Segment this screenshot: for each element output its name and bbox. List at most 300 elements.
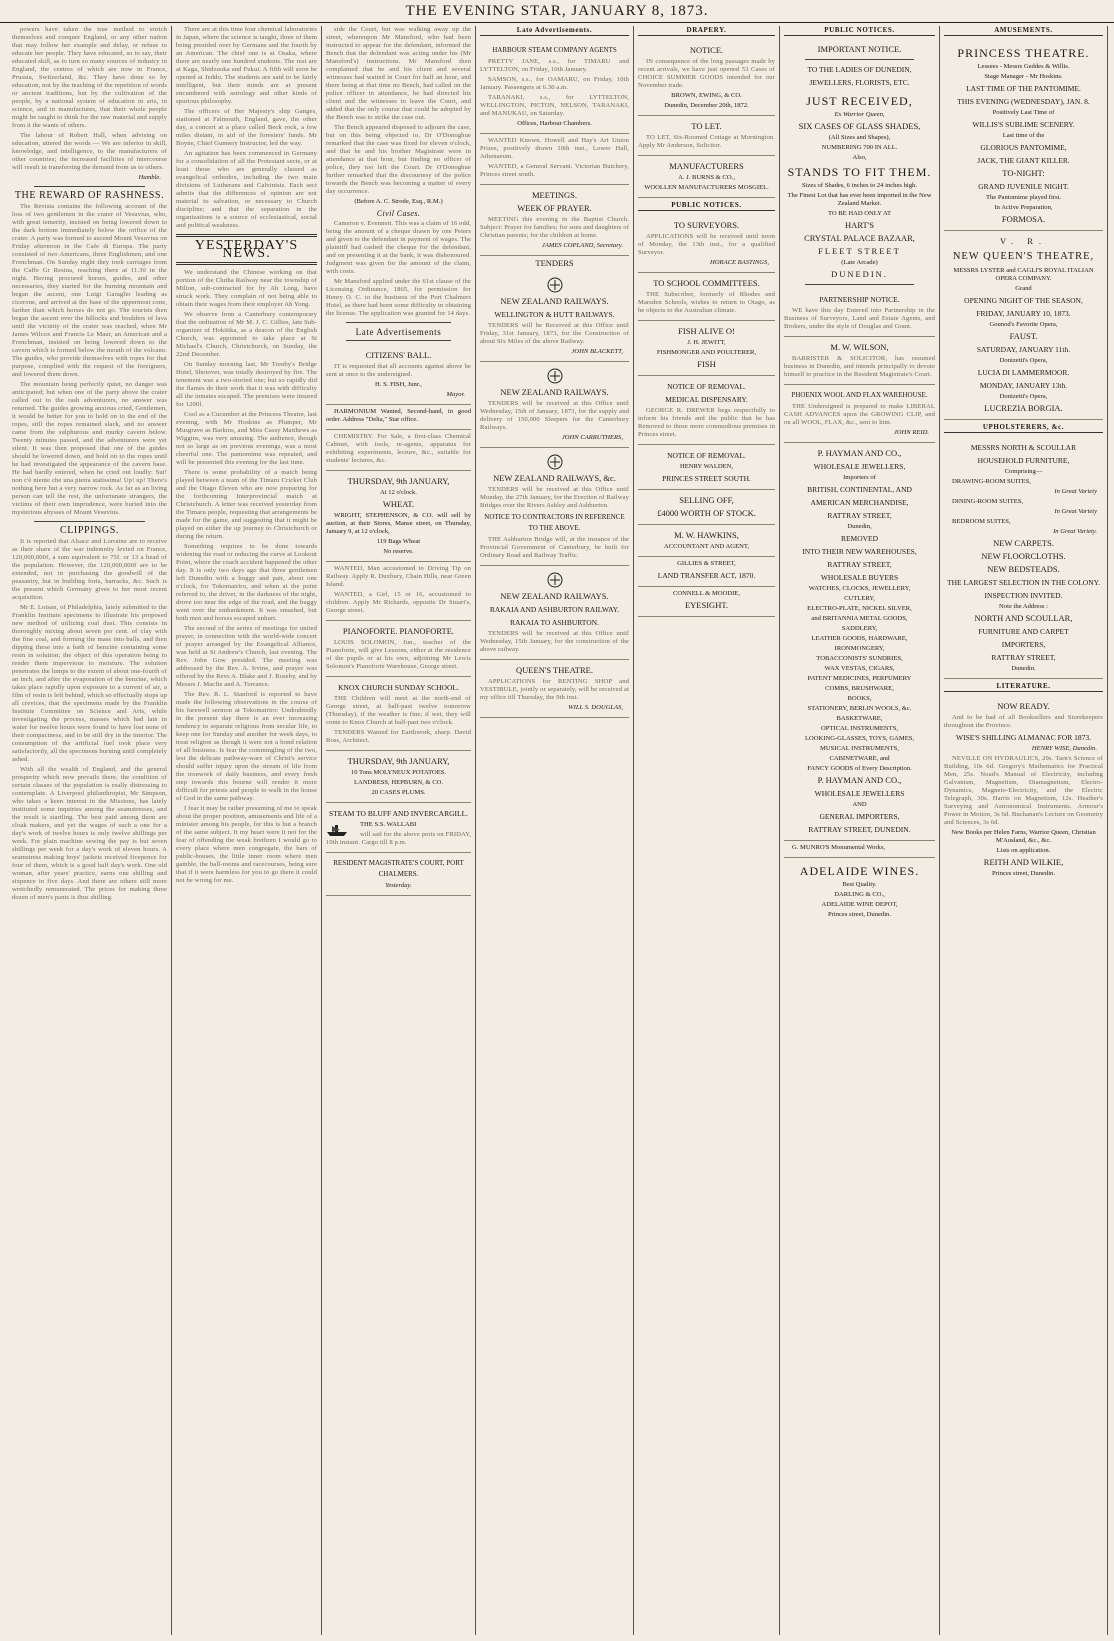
ad-signature: JOHN CARRUTHERS, — [561, 434, 623, 441]
ad-text: TENDERS will be received at this Office until Wednesday, 15th January, for the construction of the above railway. — [480, 630, 629, 653]
ad-text: WHOLESALE JEWELLERS — [814, 789, 905, 798]
ad-text: In Great Variety. — [1053, 528, 1097, 535]
ad-title: GILLIES & STREET, — [677, 560, 736, 567]
ad-text: WANTED, a Girl, 15 or 16, accustomed to children. Apply Mr Richards, opposite Dr Stuart's, George street. — [326, 591, 471, 614]
ad-text: BEDROOM SUITES, — [952, 518, 1011, 525]
ad-date: THURSDAY, 9th JANUARY, — [347, 476, 450, 486]
ad-pianoforte — [326, 621, 471, 677]
heading-reward-of-rashness: THE REWARD OF RASHNESS. — [14, 190, 165, 201]
ad-text: RATTRAY STREET, — [827, 511, 892, 520]
ad-potatoes — [326, 751, 471, 803]
heading-clippings: CLIPPINGS. — [59, 525, 120, 536]
goods-item: PATENT MEDICINES, PERFUMERY — [807, 675, 912, 682]
article-text: The Rev. R. L. Stanford is reported to have made the following observations in the course of his farewell sermon at Tokomairiro: Undoubtedly in the present day there is an ever increasing tendency to separate religious from secular life, to keep one for Sunday and another for week days, to treat religion as though it were not a bond relation of all business. Is fear the commingling of the two, lest the delicate pathway-ware of Christ's service should suffer injury upon the stream of life from the ironwork of daily business, and every fresh step towards this bourne will render it more difficult for priests and people to walk in the house of God in the same pathway. — [176, 691, 317, 802]
column-3 — [322, 26, 476, 1635]
ad-subtitle: WOOLLEN MANUFACTURERS MOSGIEL. — [644, 184, 769, 191]
ad-text: HOUSEHOLD FURNITURE, — [977, 456, 1070, 465]
goods-item: CUTLERY, — [844, 595, 875, 602]
ad-text: Princes street, Dunedin. — [992, 870, 1055, 877]
ad-text: NEW BEDSTEADS. — [987, 564, 1060, 574]
ad-text: TO BE HAD ONLY AT — [827, 210, 892, 217]
ad-text: APPLICATIONS for RENTING SHOP and VESTIBULE, jointly or separately, will be received at my office till Thursday, the 9th inst. — [480, 678, 629, 701]
goods-item: OPTICAL INSTRUMENTS, — [820, 725, 899, 732]
ad-signature: HORACE BASTINGS, — [710, 259, 769, 266]
ad-signature: JOHN BLACKETT, — [571, 348, 623, 355]
ad-drapery-notice — [638, 40, 775, 116]
ad-text: (All Sizes and Shapes), — [828, 134, 891, 141]
ad-text: Donizetti's Opera, — [999, 393, 1048, 400]
ad-signature: JOHN REID. — [893, 429, 929, 436]
ad-text: GLORIOUS PANTOMIME, — [980, 143, 1067, 152]
ad-nz-railways-2 — [480, 362, 629, 448]
ad-text: MONDAY, JANUARY 13th. — [979, 381, 1068, 390]
ad-adelaide — [784, 858, 935, 924]
ad-title: IMPORTANT NOTICE. — [817, 44, 902, 54]
ad-text: Gounod's Favorite Opera, — [989, 321, 1058, 328]
ad-text: DINING-ROOM SUITES, — [952, 498, 1024, 505]
ad-text: THE Undersigned is prepared to make LIBERAL CASH ADVANCES upon the GROWING CLIP, and on all WOOL, FLAX, &c., sent to him. — [784, 403, 935, 426]
ad-text: NEW CARPETS. — [993, 538, 1054, 548]
ad-title: M. W. HAWKINS, — [674, 530, 739, 540]
ad-text: WHOLESALE BUYERS — [820, 573, 899, 582]
ad-title: NEW ZEALAND RAILWAYS. — [500, 296, 609, 306]
ad-connell — [638, 587, 775, 617]
ad-subtitle: WELLINGTON & HUTT RAILWAYS. — [494, 310, 615, 319]
ad-title: NEW ZEALAND RAILWAYS. — [500, 591, 609, 601]
ad-text: IMPORTERS, — [1001, 640, 1046, 649]
ad-text: RATTRAY STREET, — [991, 653, 1056, 662]
ad-nz-railways-4 — [480, 566, 629, 660]
ad-headline: ADELAIDE WINES. — [799, 864, 920, 878]
article-text: powers have taken the true method to enrich themselves and conquer England, or any other nation that may follow her example and delay, or refuse to educate her people. They have educated, so to say, their educated skill, as to turn so many sources of industry in England, the centres of which are now in France, Prussia, Switzerland, &c. They have done so by education, not by the teaching of the repetition of words or ancient traditions, but by the cultivation of the people, by a national system of education in arts, in science, and in manufactures, that their whole people might be taught to think for the raw material and supply from it the wants of others. — [12, 26, 167, 129]
ad-magistrate — [326, 853, 471, 896]
ad-text: And to be had of all Booksellers and Storekeepers throughout the Province. — [944, 714, 1103, 729]
article-text: Something requires to be done towards widening the road or reducing the curve at Lookout Point, where the coach accident happened the other day. It is only two days ago that three gentlemen left Dunedin with a buggy and pair, about one o'clock, for Tokomairiro, and when at the point referred to, the driver, in the darkness of the night, drove too near the edge of the road, and the buggy went over the embankment. It was smashed, but both men and horses escaped unhurt. — [176, 543, 317, 622]
ad-signature-title: Mayor. — [446, 391, 465, 398]
ad-title: G. MUNRO'S Monumental Works, — [792, 844, 886, 851]
goods-item: SADDLERY, — [841, 625, 878, 632]
ad-title: QUEEN'S THEATRE. — [516, 665, 593, 675]
article-text: It is reported that Alsace and Lorraine are to receive as their share of the war indemnity levied on France, 120,000,000f, a sum equivalent to 75f. or 13 a head of the population. However, the 120,000,000f are to be extended, not in purchasing the goodwill of the peasantry, but in building forts, barracks, &c. Such is the present which Germany gives to her most recent acquisition. — [12, 538, 167, 601]
ad-text: In Active Preparation, — [994, 204, 1053, 211]
column-header: AMUSEMENTS. — [944, 26, 1103, 36]
ad-text: CHEMISTRY. For Sale, a first-class Chemical Cabinet, with tools, re-agents, apparatus for exhibiting experiments, lecture, &c., suitable for students' lectures, &c. — [326, 433, 471, 464]
ad-text: TO THE LADIES OF DUNEDIN, — [807, 65, 912, 74]
ad-text: DARLING & CO., — [834, 891, 885, 898]
goods-item: LOOKING-GLASSES, TOYS, GAMES, — [804, 735, 915, 742]
ad-subtitle: FISHMONGER AND POULTERER, — [656, 349, 757, 356]
article-text: There are at this time four chemical laboratories in Japan, where the science is taught, three of them being presided over by Germans and the fourth by an American. The chief one is at Osaka, where there are nearly one hundred students. The rest are at Kaga, Shidzuoka and Fukui. A fifth will soon be opened at Jeddo. The students are said to be fairly intelligent, but their minds are at present encumbered with astrology and other kinds of spurious philosophy. — [176, 26, 317, 105]
ad-gillies — [638, 557, 775, 587]
divider — [805, 59, 914, 60]
ad-school-committees — [638, 273, 775, 321]
ad-text: LUCREZIA BORGIA. — [984, 403, 1063, 413]
ad-text: DUNEDIN. — [831, 269, 888, 279]
ad-item: 119 Bags Wheat — [376, 538, 421, 545]
crest-icon — [545, 276, 565, 294]
heading-late-advertisements: Late Advertisements — [355, 327, 442, 337]
ad-text: WANTED Known. Howell and Hay's Art Union Prizes, positively drawn 10th inst., Lower Hall, Athenaeum. — [480, 137, 629, 160]
ad-hayman — [784, 443, 935, 841]
ad-text: FAUST. — [1009, 331, 1038, 341]
ad-phoenix — [784, 385, 935, 443]
ad-title: CONNELL & MOODIE, — [673, 590, 740, 597]
ad-text: NUMBERING 700 IN ALL. — [821, 144, 898, 151]
ad-nz-railways-1 — [480, 271, 629, 362]
ad-text: JACK, THE GIANT KILLER. — [977, 156, 1070, 165]
article-text: Mr E. Loisan, of Philadelphia, lately submitted to the Franklin Institute specimens to illustrate his proposed new method of utilizing coal dust. This consists in thoroughly mixing about seven per cent. of clay with the fine coal, and forming the mass into balls, and then dipping these into a bath of benzine containing some resin in solution; the object of this operation being to render them impervious to moisture. The solution penetrates the lumps to the extent of about one-fourth of an inch, and after the evaporation of the benzine, which takes place rapidly upon exposure to a current of air, a film of resin is left behind, which so effectually stops up all crevices, that the specimens made by the Franklin Institute Committee on Science and Arts, while investigating the process, masses which had lain in water for twelve hours were found to have lost none of their compactness, and to be still dry in the interior. The consumption of the artificial fuel took place very satisfactorily, all the specimens burning until completely ashed. — [12, 604, 167, 763]
ad-text: NEVILLE ON HYDRAULICS, 20s. Tarn's Science of Building, 10s 6d. Gregory's Mathematics for Practical Men, 25s. Noad's Manual of Electricity, including Galvanism, Magnetism, Diamagnetism, Electro-Dynamics, Magneto-Electricity, and the Electric Telegraph, 30s. Harris on Magnetism, 12s. Heather's Surveying and Astronomical Instruments. Armour's Power in Motion, 3s 6d. Buchanan's Lecture on Geometry and Sciences, 3s 6d. — [944, 755, 1103, 826]
column-4 — [476, 26, 634, 1635]
ad-text: WRIGHT, STEPHENSON, & CO. will sell by auction, at their Stores, Manse street, on Thursday, January 9, at 12 o'clock, — [326, 512, 471, 535]
ad-text: Last time of the — [1002, 132, 1045, 139]
ad-subtitle: LAND TRANSFER ACT, 1870. — [657, 571, 756, 580]
ad-text: P. HAYMAN AND CO., — [817, 775, 902, 785]
goods-item: WATCHES, CLOCKS, JEWELLERY, — [808, 585, 911, 592]
heading-civil-cases: Civil Cases. — [376, 209, 421, 218]
ad-text: Donizetti's Opera, — [999, 357, 1048, 364]
article-text: With all the wealth of England, and the general prosperity which now prevails there, the condition of certain classes of the population is really distressing to contemplate. A Liverpool philanthropist, Mr Simpson, who takes a keen interest in the Missions, has lately instituted some inquiries among the seamstresses, and the result is startling. The best paid among them are cloak makers, and yet the wages of such a one for a day's work of twelve hours is only twelve shillings per week. For plain machine sewing the pay is but seven shillings per week for a day's work of eleven hours. A seamstress making boys' jackets received fivepence for four of them, which is a good half day's work. One old woman, after years' practice, earns one shilling and sixpence in five days. And there are others still more wretchedly remunerated. The prices for making three dozen of men's pants is thus shilling. — [12, 766, 167, 901]
article-text: I fear it may be rather presuming of me to speak about the proper position, amusements and life of a minister among his people, for this is but a branch of the same subject. It my heart were it not for the fear of offending the weak brethren I would go to every place where men congregate, the bars of public-houses, the little inner room where men gamble, the ball-rooms and racecourses, being sure that if it were harmless for you to go there it could not be wrong for me. — [176, 805, 317, 884]
ad-text: DRAWING-ROOM SUITES, — [952, 478, 1031, 485]
ad-knox-church — [326, 677, 471, 751]
article-text: There is some probability of a match being played between a team of the Timaru Cricket Club and the Otago Eleven who are now preparing for the forthcoming Interprovincial match at Christchurch. A letter was received yesterday from the Timaru people, requesting that arrangements be made for the game, and suggesting that it might be played on either the up journey to Christchurch or during the return. — [176, 469, 317, 540]
article-text: The Bench appeared disposed to adjourn the case, but on this being objected to, Dr O'Donoghue remarked that the case was fixed for eleven o'clock, and that he and his brother Magistrate were in attendance at that hour, but finding no officer of police, they too left the Court. Dr O'Donoghue further remarked that the discourtesy of the police towards the Bench was becoming a matter of every day occurrence. — [326, 124, 471, 195]
ad-text: REITH AND WILKIE, — [983, 857, 1064, 867]
ad-princess-theatre — [944, 40, 1103, 231]
ad-surveyors — [638, 215, 775, 273]
goods-item: WAX VESTAS, CIGARS, — [824, 665, 895, 672]
ad-subtitle: NOTICE TO CONTRACTORS IN REFERENCE TO THE ABOVE. — [484, 513, 625, 532]
ad-text: NORTH AND SCOULLAR, — [974, 613, 1073, 623]
ad-text: SAMSON, s.s., for OAMARU, on Friday, 10th January. Passengers at 6.30 a.m. — [480, 76, 629, 91]
ad-title: TO SCHOOL COMMITTEES. — [653, 278, 760, 288]
ad-wilson — [784, 337, 935, 385]
ad-text: THE Subscriber, formerly of Rhodes and Marsden Schools, wishes to return to Otago, as he objects to the Australian climate. — [638, 291, 775, 314]
masthead-title: THE EVENING STAR, JANUARY 8, 1873. — [405, 3, 709, 19]
ad-text: THE LARGEST SELECTION IN THE COLONY. — [947, 578, 1100, 587]
ad-text: Sizes of Shades, 6 inches to 24 inches high. — [801, 182, 917, 189]
ad-text: Lessees - Messrs Geddes & Willis. — [977, 63, 1070, 70]
ad-text: THE Ashburton Bridge will, at the instance of the Provincial Government of Canterbury, be built for Ordinary Road and Railway Traffic. — [480, 536, 629, 559]
ad-title: P. HAYMAN AND CO., — [817, 448, 902, 458]
ad-text: Importers of — [843, 474, 876, 481]
ad-heading: TENDERS — [535, 258, 574, 268]
ad-harbour-steam — [480, 40, 629, 134]
article-text: The labour of Robert Hall, when advising on education, uttered the words — We are inferior in skill, knowledge, and intelligence, to the manufacturers of other countries; the increased facilities of intercourse will result in transferring the demand from us to others. — [12, 132, 167, 171]
article-text: We understand the Chinese working on that portion of the Clutha Railway near the township of Milton, sub-contracted for by Ah Long, have struck work. They complain of not being able to obtain their wages from their employer Ah Yong. — [176, 269, 317, 308]
ad-queens-opera — [944, 231, 1103, 420]
ad-text: The Pantomime played first. — [985, 194, 1062, 201]
goods-item: BOOKS, — [847, 695, 872, 702]
column-header: DRAPERY. — [638, 26, 775, 36]
ad-text: THE Children will meet at the north-end of George street, at half-past twelve tomorrow (Thursday), if the weather is fine; if wet, they will come to Knox Church at half-past two o'clock. — [326, 695, 471, 726]
goods-item: STATIONERY, BERLIN WOOLS, &c. — [807, 705, 912, 712]
ad-text: WANTED, a General Servant. Victorian Butchery, Princes street south. — [480, 163, 629, 178]
ad-time: At 12 o'clock. — [380, 489, 417, 496]
ad-text: In Great Variety — [1054, 508, 1097, 515]
ad-text: THIS EVENING (WEDNESDAY), JAN. 8. — [957, 97, 1090, 106]
ad-subtitle: £4000 WORTH OF STOCK. — [657, 508, 756, 518]
ad-hawkins — [638, 525, 775, 557]
ad-text: V. R. — [999, 236, 1048, 246]
ad-subtitle: RAKAIA AND ASHBURTON RAILWAY. — [489, 605, 620, 614]
ad-text: AMERICAN MERCHANDISE, — [810, 498, 909, 507]
crest-icon — [545, 571, 565, 589]
ad-text: HART'S — [845, 220, 874, 230]
goods-item: and BRITANNIA METAL GOODS, — [811, 615, 908, 622]
ad-literature — [944, 696, 1103, 883]
column-header: Late Advertisements. — [480, 26, 629, 36]
ad-text: In Great Variety — [1054, 488, 1097, 495]
ad-text: Note the Address : — [999, 603, 1048, 610]
article-text: An agitation has been commenced in Germany for a consolidation of all the Protestant sects, or at least those who are generally classed as evangelical orthodox, including the two main divisions of Lutherans and Calvinists. Each sect admits that the differences of opinion are not material to salvation, or necessary to Church discipline; and that the separation in the organizations is a source of ecclesiastical, social and political weakness. — [176, 150, 317, 229]
ad-heading: MEETINGS. — [531, 190, 578, 200]
ad-item: 20 CASES PLUMS. — [371, 789, 426, 796]
ad-headline: PRINCESS THEATRE. — [957, 46, 1090, 60]
ad-harmonium — [326, 405, 471, 430]
ad-title: TO LET. — [691, 121, 722, 131]
ad-text: LAST TIME OF THE PANTOMIME. — [966, 84, 1081, 93]
ad-title: TO SURVEYORS. — [673, 220, 740, 230]
steamship-icon — [326, 823, 348, 837]
ad-steam — [326, 803, 471, 853]
ad-text: LOUIS SOLOMON, Jun., teacher of the Pianoforte, will give Lessons, either at the residence of the pupils or at his own, adjoining Mr Lewis Solomon's Pianoforte Warehouse, George street. — [326, 639, 471, 670]
ad-text: will sail for the above ports on FRIDAY, 10th instant. Cargo till 8 p.m. — [326, 831, 471, 846]
crest-icon — [545, 367, 565, 385]
ad-text: Also, — [852, 154, 867, 161]
ad-text: NEW FLOORCLOTHS. — [981, 551, 1066, 561]
ad-text: GEORGE R. DREWER begs respectfully to inform his friends and the public that he has Removed to those more commodious premises in Princes street. — [638, 407, 775, 438]
ad-subtitle: MEDICAL DISPENSARY. — [665, 395, 748, 404]
ad-wanted — [480, 134, 629, 185]
ad-selling-off — [638, 490, 775, 525]
article-text: side the Court, but was walking away up the street, whereupon Mr Mansford, who had been instructed to appear for the defendant, informed the Bench that the defendant was acting under his (Mr Mansford's) instructions. Mr Mansford then complained that he and his client and several witnesses had waited in Court for half an hour, and there being at that time no Bench, had called on the police officer in attendance, he had directed his client and the witnesses to leave the Court, and added that the only course that could be adopted by the Bench was to strike the case out. — [326, 26, 471, 121]
ad-text: ADELAIDE WINE DEPOT, — [821, 901, 898, 908]
ad-text: HARMONIUM Wanted, Second-hand, in good order. Address "Delta," Star office. — [326, 408, 471, 423]
ad-text: LUCIA DI LAMMERMOOR. — [977, 368, 1070, 377]
ad-text: WHOLESALE JEWELLERS, — [813, 462, 906, 471]
ad-title: THE S.S. WALLABI — [360, 821, 417, 828]
ad-text: IN consequence of the long passages made by recent arrivals, we have just opened 53 Cases of CHOICE SUMMER GOODS intended for our November trade. — [638, 58, 775, 89]
column-7 — [940, 26, 1108, 1635]
goods-list — [784, 585, 935, 773]
ad-text: AND — [852, 801, 867, 808]
ad-text: JEWELLERS, FLORISTS, ETC. — [809, 78, 910, 87]
ad-note: No reserve. — [383, 548, 414, 555]
goods-item: IRONMONGERY, — [834, 645, 885, 652]
column-header: LITERATURE. — [944, 682, 1103, 692]
ad-text: WILLIS'S SUBLIME SCENERY. — [972, 120, 1075, 129]
ad-citizens-ball — [326, 345, 471, 405]
ad-text: Lists on application. — [996, 847, 1051, 854]
ad-text: FRIDAY, JANUARY 10, 1873. — [976, 309, 1071, 318]
ad-text: TENDERS will be Received at this Office until Friday, 31st January, 1873, for the Construction of about Six Miles of the above Railway. — [480, 322, 629, 345]
ad-title: A. J. BURNS & CO., — [678, 174, 735, 181]
ad-text: Princes street, Dunedin. — [828, 911, 891, 918]
ad-text: WISE'S SHILLING ALMANAC FOR 1873. — [956, 733, 1091, 742]
masthead — [0, 0, 1114, 23]
divider — [346, 322, 450, 323]
ad-text: MESSRS NORTH & SCOULLAR — [970, 443, 1077, 452]
article-text: The mountain being perfectly quiet, no danger was anticipated; but when one of the party above the crater called out to the rash adventurers, no answer was returned. The guides growing anxious cried, Gentlemen, it would be better for you to hold on to the end of the ropes, still the ropes remained slack, and no answer came from the sulphurous and murky cavern below. Twenty minutes passed, and the adventurers were yet silent. It was then proposed that one of the guides should be lowered down, and hold on to the ropes until he had investigated the appearance of the cavern base. He had hardly entered, when he cried out loudly: Sui! non c'è niente che una pietra statissima! Up! up! There's nothing here but a very narrow rock. As far as an living person can tell the rest, the unfortunate strangers, the victims of their own imprudence, were buried into the mysterious abysses of Mount Vesuvius. — [12, 381, 167, 516]
ad-meetings — [480, 185, 629, 256]
ad-text: MEETING this evening in the Baptist Church. Subject: Prayer for families; for sons and daughters of Christian parents; for the children at home. — [480, 216, 629, 239]
ad-text: REMOVED — [840, 534, 879, 543]
ad-removal-walden — [638, 445, 775, 490]
ad-title: PIANOFORTE. PIANOFORTE. — [342, 626, 455, 636]
ad-title: HARBOUR STEAM COMPANY AGENTS — [492, 46, 617, 54]
article-signature: Humble. — [138, 174, 161, 181]
ad-text: NOW READY. — [997, 701, 1050, 711]
divider — [34, 521, 146, 522]
ad-note: Yesterday. — [385, 882, 412, 889]
ad-text: Ex Warrior Queen, — [834, 111, 885, 118]
ad-title: KNOX CHURCH SUNDAY SCHOOL. — [338, 683, 459, 692]
ad-nz-railways-3 — [480, 448, 629, 566]
ad-text: BARRISTER & SOLICITOR, has resumed business in Dunedin, and intends principally to devote himself to practice in the Resident Magistrate's Court. — [784, 355, 935, 378]
article-text: We observe from a Canterbury contemporary that the ordination of Mr M. J. C. Gillies, late Sub-organizer of Hokitika, as a deacon of the English Church, was appointed to take place at St Michael's Church, Christchurch, on Sunday, the 22nd December. — [176, 311, 317, 358]
ad-text: TENDERS will be received at this Office until Wednesday, 15th of January, 1873, for the supply and delivery of 150,000 Sleepers for the Canterbury Railways. — [480, 400, 629, 431]
article-text: The officers of Her Majesty's ship Ganges, stationed at Falmouth, England, gave, the other day, a concert at a place called Beck rock, a few miles distant, in aid of the foresters' funds. Mr Boyne, Chief Gunnery Instructor, led the way. — [176, 108, 317, 147]
proceedings-line: (Before A. C. Strode, Esq., R.M.) — [354, 198, 443, 205]
ad-partnership — [784, 289, 935, 337]
ad-text: GRAND JUVENILE NIGHT. — [978, 182, 1069, 191]
ad-text: TARANAKI, s.s., for LYTTELTON, WELLINGTON, PICTON, NELSON, TARANAKI, and MANUKAU, on Saturday. — [480, 94, 629, 117]
article-text: The Revista contains the following account of the loss of two gentlemen in the crater of Vesuvius, who, with great temerity, insisted on being lowered down to the dark bottom immediately below the orifice of the crater. A party was formed to ascend Mount Vesuvius on Friday afternoon in the Cafe di Europa. The party consisted of two Americans, three Englishmen, and one Frenchman. On Sunday night they took carriages from the Caffe Gr Resina, reaching there at 11.30 in the night. Having procured horses, guides, and other necessaries, they started for the burning mountain and began the ascent, one Luigi Garaglio leading as cicerone, and arrived at the base of the uppermost cone, farther than which horses do not go. The tourists then began the ascent over the hillocks and boulders of lava until the vicinity of the crater was reached, when Mr James Wilcox and Francis Le Maur, an American and a Frenchman, insisted on being lowered down to the cavern which is formed below the mouth of the volcano. The guides, who provide themselves with ropes for that purpose, complied with the request of the foreigners, and lowered them down. — [12, 203, 167, 378]
ad-item: 10 Tons MOLYNEUX POTATOES. — [350, 769, 447, 776]
column-5 — [634, 26, 780, 1635]
divider — [805, 284, 914, 285]
ad-text: WANTED, Man accustomed to Driving Tip on Railway. Apply R. Duxbury, Chain Hills, near Green Island. — [326, 565, 471, 588]
ad-text: CRYSTAL PALACE BAZAAR, — [804, 233, 915, 243]
goods-item: COMBS, BRUSHWARE, — [825, 685, 894, 692]
column-1 — [8, 26, 172, 1635]
ad-text: GENERAL IMPORTERS, — [819, 812, 900, 821]
ad-text: SIX CASES OF GLASS SHADES, — [798, 121, 921, 131]
ad-item: FISH — [697, 359, 716, 369]
column-2 — [172, 26, 322, 1635]
ad-text: Comprising— — [1004, 468, 1043, 475]
ad-text: FLEET STREET — [818, 246, 901, 256]
ad-subtitle: EYESIGHT. — [684, 600, 729, 610]
article-text: The second of the series of meetings for united prayer, in connection with the world-wide concert of prayer arranged by the Evangelical Alliance, was held at St Andrew's Church, last evening. The Rev. John Gow presided. The meeting was addressed by the Rev. A. Irvine, and prayer was offered by the Revs A. Blake and J. Roseby, and by Messrs J. Macfie and A. Torrance. — [176, 625, 317, 688]
ad-text: TENDERS will be received at this Office until Monday, the 27th January, for the Erection of Railway Bridges over the Rivers Ashley and Ashburton. — [480, 486, 629, 509]
ad-title: FISH ALIVE O! — [678, 326, 735, 336]
ad-text: WE have this day Entered into Partnership in the Business of Surveyors, Land and Estate Agents, and Brokers, under the style of Douglas and Grant. — [784, 307, 935, 330]
ad-manufacturers — [638, 156, 775, 198]
ad-title: NEW ZEALAND RAILWAYS, &c. — [493, 473, 616, 483]
ad-text: Positively Last Time of — [992, 109, 1055, 116]
ad-address: Offices, Harbour Chambers. — [517, 120, 592, 127]
ad-signature: JAMES COPLAND, Secretary. — [541, 242, 623, 249]
ad-title: NEW ZEALAND RAILWAYS. — [500, 387, 609, 397]
goods-item: MUSICAL INSTRUMENTS, — [820, 745, 899, 752]
ad-signature: H. S. FISH, Junr., — [375, 381, 422, 388]
column-header: UPHOLSTERERS, &c. — [944, 423, 1103, 433]
ad-signature: WILL S. DOUGLAS, — [568, 704, 623, 711]
divider — [346, 340, 450, 341]
ad-text: PRETTY JANE, s.s., for TIMARU and LYTTELTON, on Friday, 10th January. — [480, 58, 629, 73]
goods-item: CABINETWARE, and — [829, 755, 890, 762]
ad-wheat — [326, 471, 471, 562]
article-text: Mr Mansford applied under the 61st clause of the Licensing Ordinance, 1865, for permission for Henry O. C. to the business of the Port Chalmers Hotel, as there had been some difficulty in obtaining the license. The application was granted for 14 days. — [326, 278, 471, 317]
ad-text: IT is requested that all accounts against above be sent at once to the undersigned. — [326, 363, 471, 378]
ad-title: WEEK OF PRAYER. — [517, 203, 592, 213]
column-6 — [780, 26, 940, 1635]
ad-text: RATTRAY STREET, DUNEDIN. — [808, 825, 911, 834]
ad-name: HENRY WALDEN, — [679, 463, 734, 470]
divider — [176, 234, 317, 237]
ad-signature: HENRY WISE, Dunedin. — [1031, 745, 1097, 752]
article-text: Cameron v. Evennett. This was a claim of 16 odd, being the amount of a cheque drawn by one Peters and given to the defendant in payment of wages. The plaintiff had cashed the cheque for the defendant, and on presenting it at the bank, it was dishonoured. Judgment was given for the amount of the claim, with costs. — [326, 220, 471, 275]
ad-subtitle: ACCOUNTANT AND AGENT, — [663, 543, 750, 550]
goods-item: TOBACCONISTS' SUNDRIES, — [816, 655, 903, 662]
ad-chemistry — [326, 430, 471, 471]
ad-signature: BROWN, EWING, & CO. — [671, 92, 742, 99]
ad-title: NOTICE OF REMOVAL. — [667, 451, 746, 460]
ad-queens-theatre — [480, 660, 629, 718]
ad-text: BRITISH, CONTINENTAL, AND — [807, 485, 912, 494]
ad-text: New Books per Helen Farns, Warrior Queen, Christian M'Ausland, &c., &c. — [951, 829, 1096, 844]
divider — [34, 186, 146, 187]
ad-text: FURNITURE AND CARPET — [978, 627, 1069, 636]
ad-subtitle: PRINCES STREET SOUTH. — [662, 474, 751, 483]
ad-title: RESIDENT MAGISTRATE'S COURT, PORT CHALMERS. — [333, 859, 464, 878]
crest-icon — [545, 453, 565, 471]
ad-removal-dispensary — [638, 376, 775, 445]
ad-wanted — [326, 562, 471, 621]
ad-north-scoullar — [944, 437, 1103, 679]
ad-headline: STANDS TO FIT THEM. — [787, 165, 932, 179]
ad-text: Dunedin. — [1011, 665, 1036, 672]
ad-title: LANDRESS, HEPBURN, & CO. — [353, 779, 444, 786]
ad-text: OPENING NIGHT OF THE SEASON, — [964, 296, 1083, 305]
ad-title: M. W. WILSON, — [830, 342, 889, 352]
ad-title: SELLING OFF, — [679, 495, 734, 505]
ad-text: Dunedin, — [847, 523, 872, 530]
goods-item: LEATHER GOODS, HARDWARE, — [811, 635, 908, 642]
ad-text: Grand — [1015, 285, 1032, 292]
ad-text: (Late Arcade) — [841, 259, 878, 266]
ad-text: INSPECTION INVITED. — [984, 591, 1063, 600]
ad-text: MESSRS LYSTER and CAGLI'S ROYAL ITALIAN OPERA COMPANY. — [953, 267, 1094, 282]
ad-title: CITIZENS' BALL. — [365, 350, 432, 360]
ad-headline: NEW QUEEN'S THEATRE, — [952, 251, 1095, 262]
ad-text: The Finest Lot that has ever been imported in the New Zealand Market. — [787, 192, 932, 207]
ad-text: INTO THEIR NEW WAREHOUSES, — [802, 547, 917, 556]
ad-text: Stage Manager - Mr Hoskins. — [984, 73, 1063, 80]
ad-text: SATURDAY, JANUARY 11th. — [976, 345, 1071, 354]
ad-title: NOTICE. — [689, 45, 724, 55]
ad-text: Best Quality. — [842, 881, 877, 888]
ad-text: TO-NIGHT: — [1002, 168, 1045, 178]
ad-fish — [638, 321, 775, 376]
ad-date: THURSDAY, 9th JANUARY, — [347, 756, 450, 766]
goods-item: FANCY GOODS of Every Description. — [807, 765, 912, 772]
divider — [176, 262, 317, 265]
ad-headline: JUST RECEIVED, — [806, 94, 913, 108]
ad-title: NOTICE OF REMOVAL. — [667, 382, 746, 391]
column-header: PUBLIC NOTICES. — [784, 26, 935, 36]
article-text: Cool as a Cucumber at the Princess Theatre, last evening, with Mr Hoskins as Plumper, Mr Musgrave as Barkins, and Miss Cassy Matthews as Wiggins, was very amusing. The audience, though not so large as on previous evenings, was a most cheerful one. The pantomime was repeated, and will be presented this evening for the last time. — [176, 411, 317, 466]
ad-subtitle: RAKAIA TO ASHBURTON. — [510, 618, 599, 627]
ad-title: WHEAT. — [382, 499, 415, 509]
article-text: On Sunday morning last, Mr Trenby's Bridge Hotel, Shotover, was totally destroyed by fire. The tenement was a two-storied one; but so rapidly did the flames do their work that it was with difficulty all the inmates escaped. The premises were insured for 1200l. — [176, 361, 317, 408]
column-header: PUBLIC NOTICES. — [638, 201, 775, 211]
ad-heading: MANUFACTURERS — [669, 161, 744, 171]
heading-yesterdays-news: YESTERDAY'S NEWS. — [194, 238, 299, 261]
